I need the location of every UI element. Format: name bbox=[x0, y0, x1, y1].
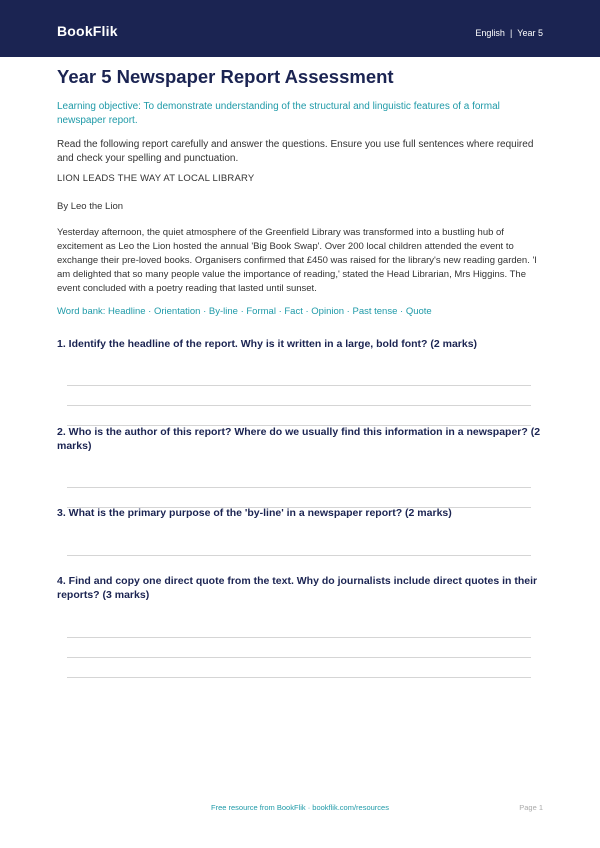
report-byline: By Leo the Lion bbox=[57, 201, 124, 212]
year-label: Year 5 bbox=[517, 28, 543, 38]
subject-label: English bbox=[475, 28, 505, 38]
answer-line[interactable] bbox=[67, 405, 531, 406]
header-bar bbox=[0, 0, 600, 57]
footer-text[interactable]: Free resource from BookFlik · bookflik.com/resources bbox=[211, 803, 389, 812]
header-separator: | bbox=[509, 28, 513, 38]
answer-line[interactable] bbox=[67, 385, 531, 386]
answer-line[interactable] bbox=[67, 637, 531, 638]
header-meta bbox=[475, 28, 543, 38]
answer-line[interactable] bbox=[67, 555, 531, 556]
report-headline: LION LEADS THE WAY AT LOCAL LIBRARY bbox=[57, 173, 255, 184]
report-body: Yesterday afternoon, the quiet atmosphere of the Greenfield Library was transformed into a bustling hub of excitement as Leo the Lion hosted the annual 'Big Book Swap'. Over 200 local children attended the event to exchange their pre-loved books. Organisers confirmed that £450 was raised for the library's new reading garden. 'I am delighted that so many people value the importance of reading,' stated the Head Librarian, Mrs Higgins. The event concluded with a poetry reading that lasted until sunset. bbox=[57, 227, 537, 294]
page-number: Page 1 bbox=[519, 803, 543, 812]
answer-line[interactable] bbox=[67, 657, 531, 658]
answer-line[interactable] bbox=[67, 487, 531, 488]
answer-line[interactable] bbox=[67, 677, 531, 678]
learning-objective: Learning objective: To demonstrate understanding of the structural and linguistic features of a formal newspaper report. bbox=[57, 101, 500, 126]
question-2: 2. Who is the author of this report? Where do we usually find this information in a newspaper? (2 marks) bbox=[57, 426, 541, 452]
brand-logo: BookFlik bbox=[57, 23, 118, 39]
instructions: Read the following report carefully and answer the questions. Ensure you use full sentences where required and check your spelling and punctuation. bbox=[57, 139, 534, 164]
word-bank: Word bank: Headline · Orientation · By-line · Formal · Fact · Opinion · Past tense · Quote bbox=[57, 306, 432, 317]
page-title: Year 5 Newspaper Report Assessment bbox=[57, 66, 394, 87]
question-1: 1. Identify the headline of the report. Why is it written in a large, bold font? (2 marks) bbox=[57, 338, 478, 350]
question-3: 3. What is the primary purpose of the 'by-line' in a newspaper report? (2 marks) bbox=[57, 507, 452, 519]
question-4: 4. Find and copy one direct quote from the text. Why do journalists include direct quotes in their reports? (3 marks) bbox=[57, 575, 538, 601]
